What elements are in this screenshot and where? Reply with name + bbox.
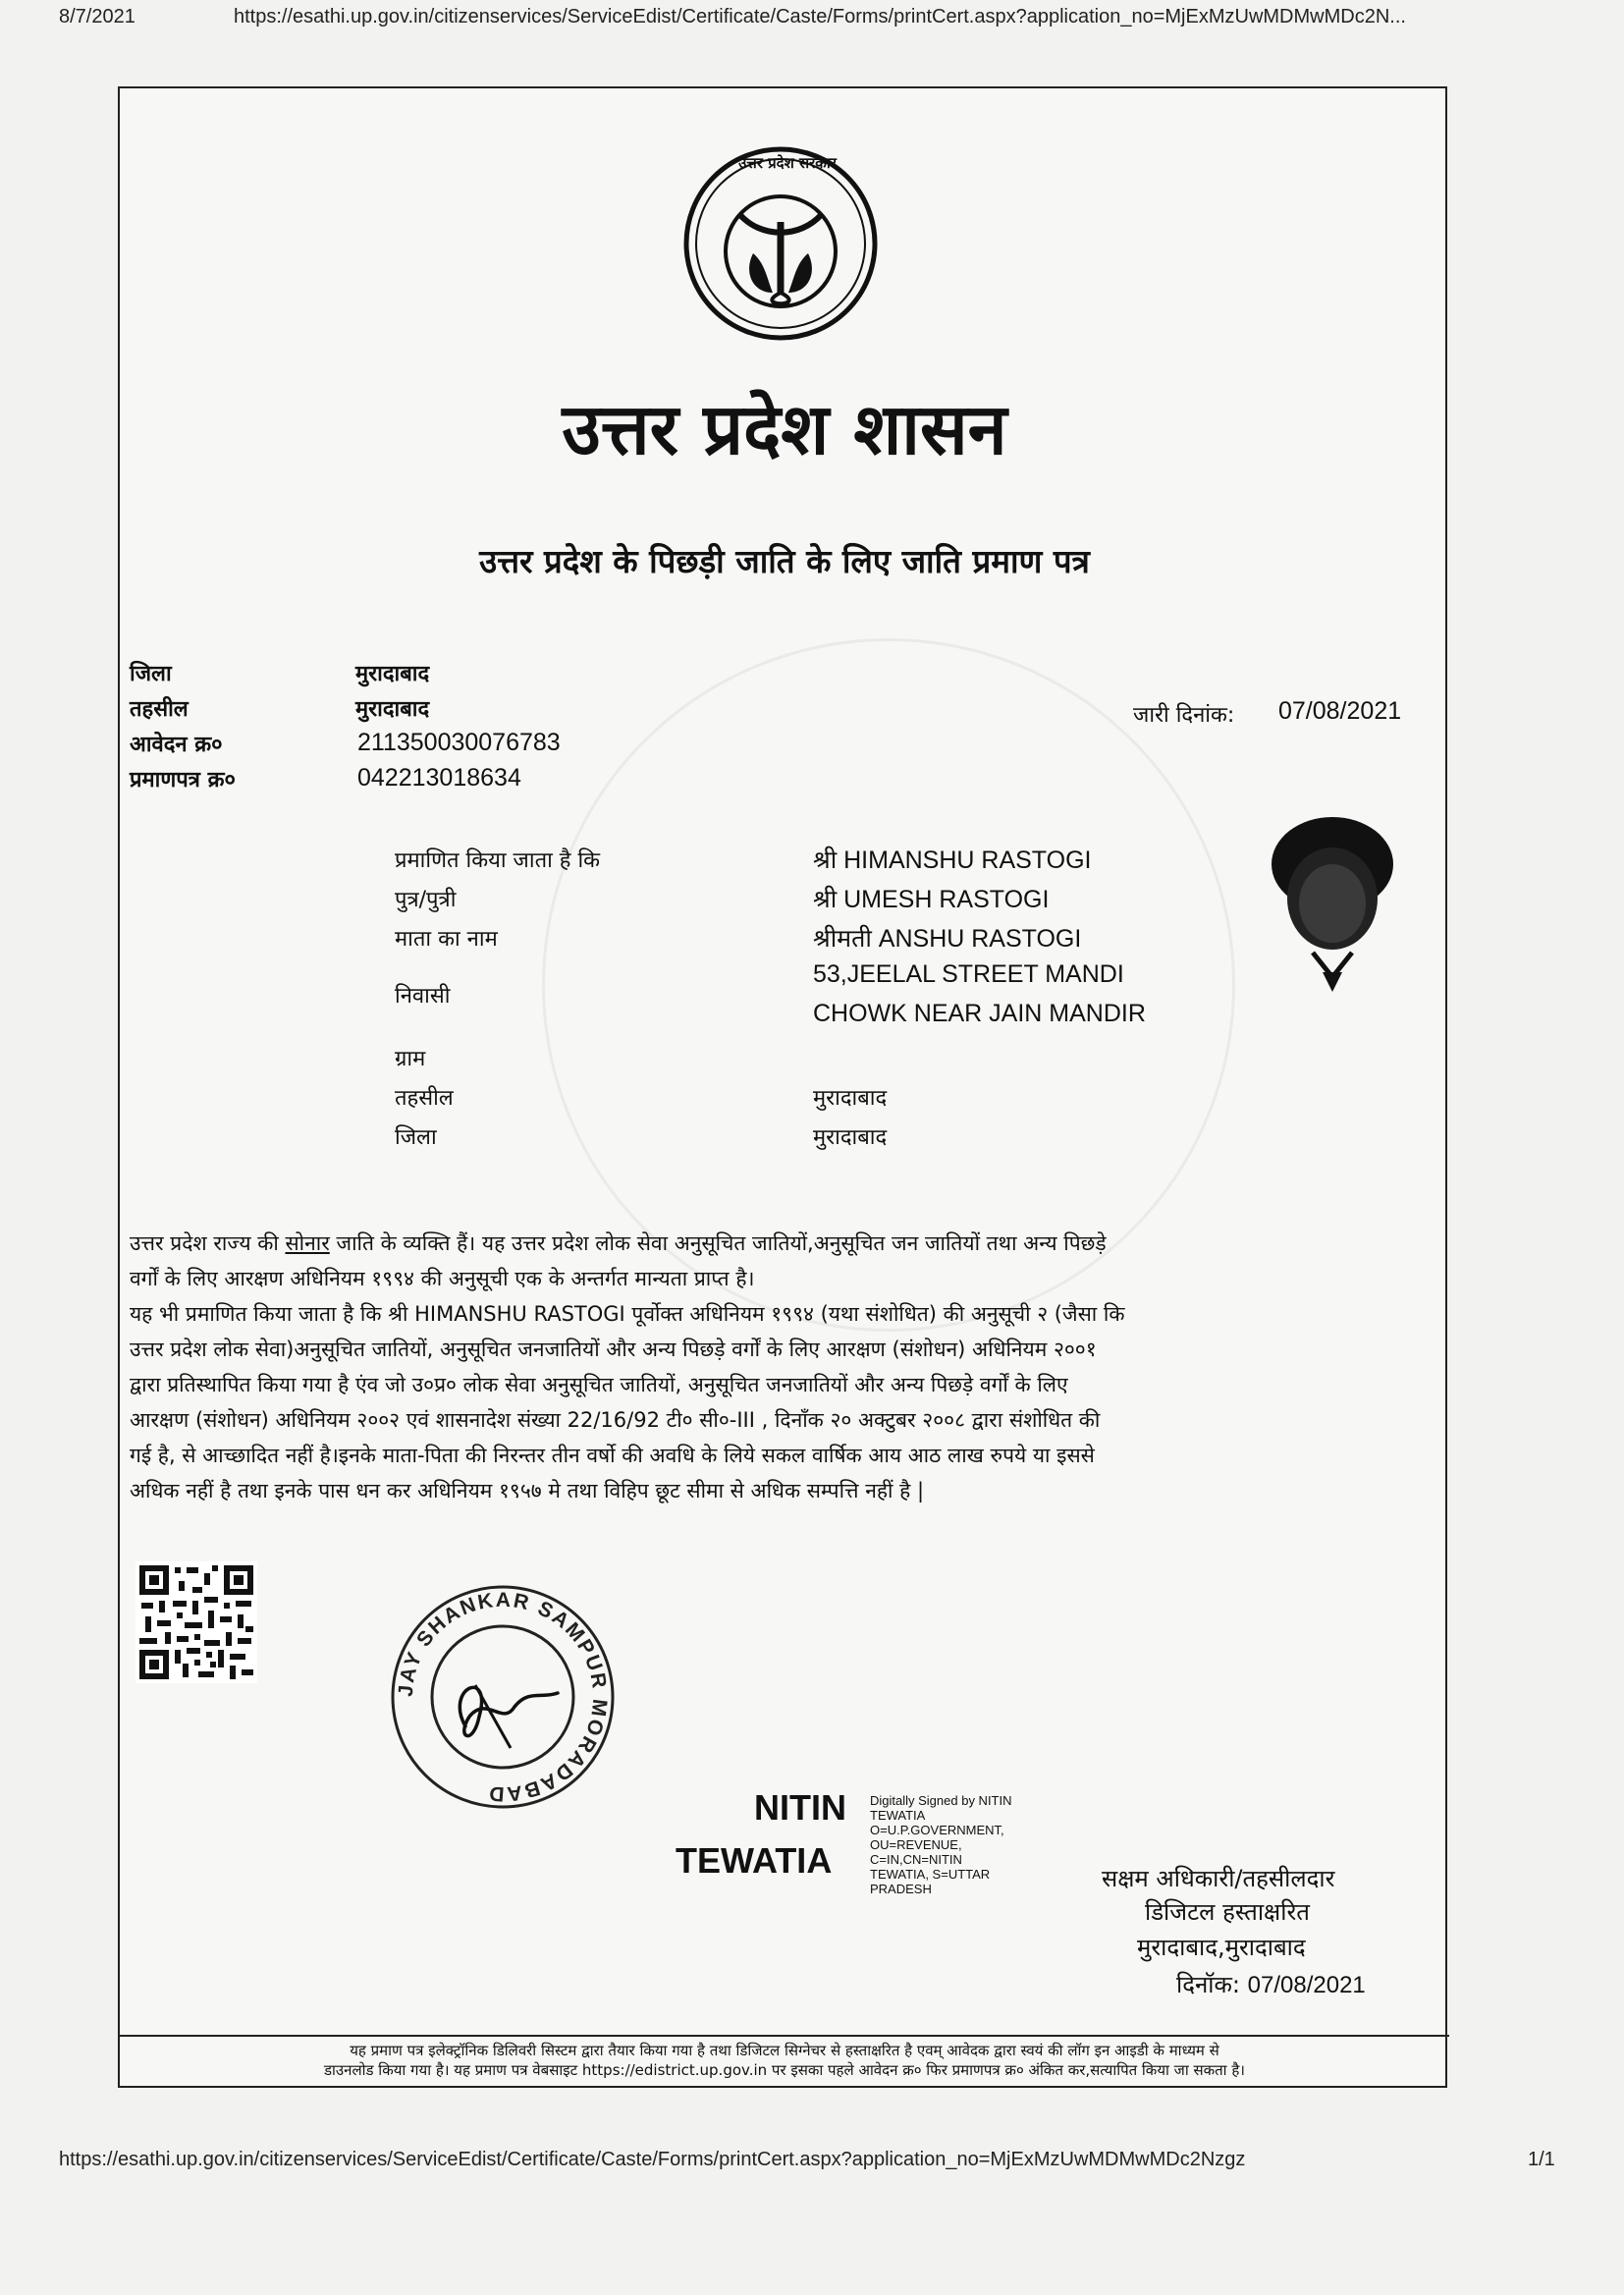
footer-line1: यह प्रमाण पत्र इलेक्ट्रॉनिक डिलिवरी सिस्टम द्वारा तैयार किया गया है तथा डिजिटल सिग्नेचर से हस्ताक्षरित है एवम् आवेदक द्वारा स्वयं की लॉग इन आइडी के माध्यम से — [350, 2042, 1219, 2059]
resident-label: निवासी — [395, 984, 451, 1009]
signature-scribble — [460, 1687, 558, 1735]
footer-divider — [120, 2035, 1449, 2037]
authority-location: मुरादाबाद,मुरादाबाद — [1137, 1934, 1306, 1961]
emblem-arc-text: उत्तर प्रदेश सरकार — [738, 154, 837, 172]
address-line2: CHOWK NEAR JAIN MANDIR — [813, 1000, 1146, 1027]
application-number: 211350030076783 — [357, 729, 561, 756]
caste-paragraph-line2: वर्गों के लिए आरक्षण अधिनियम १९९४ की अनुसूची एक के अन्तर्गत मान्यता प्राप्त है। — [130, 1267, 755, 1290]
holder-name: श्री HIMANSHU RASTOGI — [813, 847, 1092, 874]
ds-line6: TEWATIA, S=UTTAR — [870, 1867, 991, 1882]
detail-tehsil-label: तहसील — [395, 1086, 454, 1111]
svg-text:JAY SHANKAR SAMPUR MORADABAD — [395, 1589, 612, 1806]
issue-date-value: 07/08/2021 — [1278, 697, 1402, 725]
district-value: मुरादाबाद — [355, 662, 430, 686]
ds-line1: Digitally Signed by NITIN — [870, 1793, 1012, 1808]
seal-text: JAY SHANKAR SAMPUR MORADABAD — [394, 1588, 612, 1806]
certify-paragraph-line6: अधिक नहीं है तथा इनके पास धन कर अधिनियम १९५७ मे तथा विहिप छूट सीमा से अधिक सम्पत्ति नहीं है | — [130, 1479, 925, 1503]
certify-paragraph-line2: उत्तर प्रदेश लोक सेवा)अनुसूचित जातियों, अनुसूचित जनजातियों और अन्य पिछड़े वर्गों के लिए आरक्षण (संशोधन) अधिनियम २००१ — [130, 1338, 1097, 1361]
certificate-number: 042213018634 — [357, 764, 521, 792]
caste-paragraph-line1 — [130, 1226, 1439, 1261]
tehsil-value: मुरादाबाद — [355, 697, 430, 722]
mother-name: श्रीमती ANSHU RASTOGI — [813, 925, 1082, 953]
detail-tehsil-value: मुरादाबाद — [813, 1086, 888, 1111]
certificate-frame — [118, 86, 1447, 2088]
print-date: 8/7/2021 — [59, 6, 135, 27]
qr-code-icon — [135, 1561, 257, 1683]
authority-date-label: दिनॉक: — [1176, 1971, 1241, 1998]
certify-paragraph-line1: यह भी प्रमाणित किया जाता है कि श्री HIMANSHU RASTOGI पूर्वोक्त अधिनियम १९९४ (यथा संशोधित) की अनुसूची २ (जैसा कि — [130, 1302, 1125, 1326]
detail-district-value: मुरादाबाद — [813, 1125, 888, 1150]
print-url-top: https://esathi.up.gov.in/citizenservices/ServiceEdist/Certificate/Caste/Forms/printCert.aspx?application_no=MjExMzUwMDMwMDc2N... — [234, 6, 1406, 27]
authority-date-value: 07/08/2021 — [1247, 1972, 1366, 1998]
application-label: आवेदन क्र० — [130, 733, 223, 757]
print-url-bottom: https://esathi.up.gov.in/citizenservices/ServiceEdist/Certificate/Caste/Forms/printCert.aspx?application_no=MjExMzUwMDMwMDc2Nzgz — [59, 2149, 1246, 2170]
signer-name-line2: TEWATIA — [676, 1840, 833, 1881]
page-title: उत्तर प्रदेश शासन — [562, 388, 1007, 470]
father-name: श्री UMESH RASTOGI — [813, 886, 1050, 913]
ds-line7: PRADESH — [870, 1882, 932, 1896]
certify-paragraph-line4: आरक्षण (संशोधन) अधिनियम २००२ एवं शासनादेश संख्या 22/16/92 टी० सी०-III , दिनाँक २० अक्टुबर २००८ द्वारा संशोधित की — [130, 1408, 1101, 1432]
certificate-label: प्रमाणपत्र क्र० — [130, 768, 236, 792]
certify-paragraph-line5: गई है, से आच्छादित नहीं है।इनके माता-पिता की निरन्तर तीन वर्षो की अवधि के लिये सकल वार्षिक आय आठ लाख रुपये या इससे — [130, 1444, 1095, 1467]
caste-para-end: जाति के व्यक्ति हैं। यह उत्तर प्रदेश लोक सेवा अनुसूचित जातियों,अनुसूचित जन जातियों तथा अन्य पिछड़े — [329, 1231, 1107, 1255]
certificate-subtitle: उत्तर प्रदेश के पिछड़ी जाति के लिए जाति प्रमाण पत्र — [479, 542, 1090, 580]
certify-label: प्रमाणित किया जाता है कि — [395, 848, 601, 873]
mother-label: माता का नाम — [395, 927, 498, 952]
caste-name: सोनार — [285, 1231, 330, 1255]
tehsil-label: तहसील — [130, 697, 189, 722]
ds-line2: TEWATIA — [870, 1808, 926, 1823]
print-page-count: 1/1 — [1528, 2149, 1555, 2170]
village-label: ग्राम — [395, 1047, 426, 1071]
digital-signature-details — [870, 1793, 1012, 1896]
footer-line2: डाउनलोड किया गया है। यह प्रमाण पत्र वेबसाइट https://edistrict.up.gov.in पर इसका पहले आवेदन क्र० फिर प्रमाणपत्र क्र० अंकित कर,सत्यापित किया जा सकता है। — [324, 2061, 1245, 2079]
authority-date — [1176, 1968, 1366, 2000]
authority-digital-signed: डिजिटल हस्ताक्षरित — [1145, 1898, 1310, 1926]
caste-para-start: उत्तर प्रदेश राज्य की — [130, 1231, 286, 1255]
ds-line3: O=U.P.GOVERNMENT, — [870, 1823, 1004, 1837]
detail-district-label: जिला — [395, 1125, 437, 1150]
applicant-photo — [1259, 805, 1406, 1002]
address-line1: 53,JEELAL STREET MANDI — [813, 960, 1124, 988]
signer-name-line1: NITIN — [754, 1787, 846, 1828]
certify-paragraph-line3: द्वारा प्रतिस्थापित किया गया है एंव जो उ०प्र० लोक सेवा अनुसूचित जातियों, अनुसूचित जनजातियों और अन्य पिछड़े वर्गों के लिए — [130, 1373, 1068, 1396]
round-seal-icon — [385, 1579, 621, 1815]
district-label: जिला — [130, 662, 172, 686]
ds-line5: C=IN,CN=NITIN — [870, 1852, 962, 1867]
authority-title: सक्षम अधिकारी/तहसीलदार — [1102, 1865, 1335, 1892]
footer-note — [132, 2041, 1437, 2080]
up-government-emblem-icon — [682, 145, 879, 342]
ds-line4: OU=REVENUE, — [870, 1837, 962, 1852]
issue-date-label: जारी दिनांक: — [1133, 703, 1235, 728]
son-of-label: पुत्र/पुत्री — [395, 888, 457, 912]
